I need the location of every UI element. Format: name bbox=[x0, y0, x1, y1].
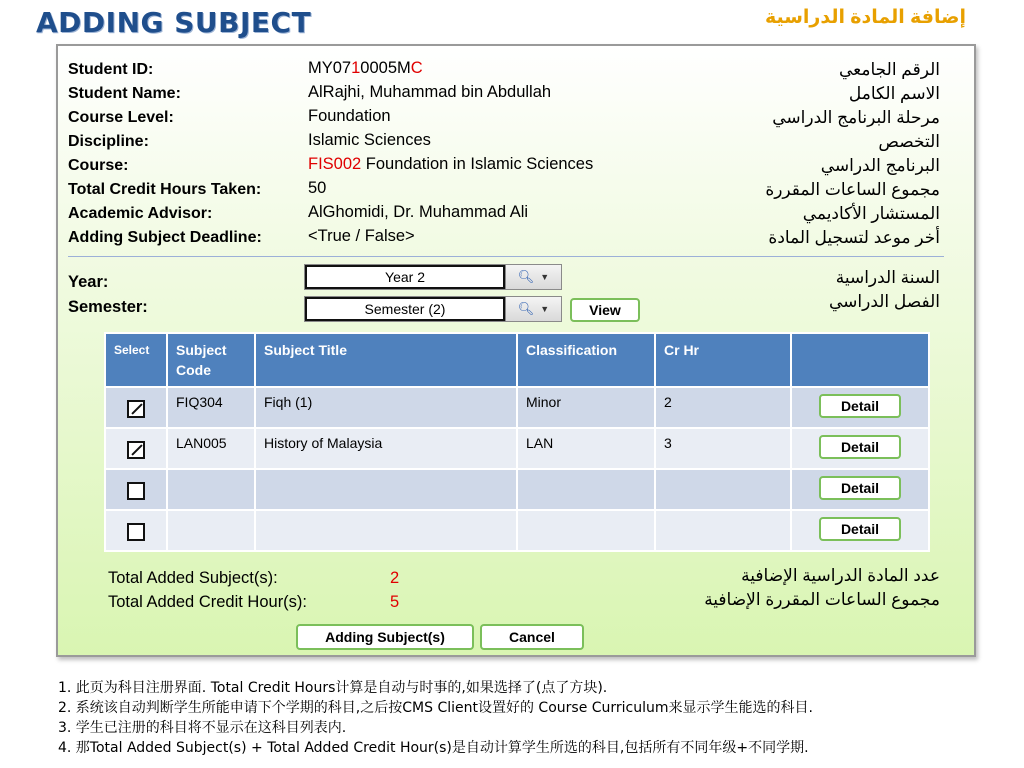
subject-title: History of Malaysia bbox=[255, 428, 517, 469]
action-cell bbox=[791, 510, 929, 551]
header-select: Select bbox=[105, 333, 167, 387]
label-course-level: Course Level: bbox=[68, 109, 174, 126]
label-discipline: Discipline: bbox=[68, 133, 149, 150]
label-year: Year: bbox=[68, 273, 109, 291]
subject-title bbox=[255, 469, 517, 510]
subject-code: FIQ304 bbox=[167, 387, 255, 428]
chevron-down-icon[interactable]: ▼ bbox=[540, 272, 550, 282]
subject-code bbox=[167, 469, 255, 510]
detail-button[interactable]: Detail bbox=[819, 435, 901, 459]
classification bbox=[517, 469, 655, 510]
ar-student-id: الرقم الجامعي bbox=[839, 60, 940, 79]
subjects-table bbox=[104, 332, 930, 552]
label-total-added-subjects: Total Added Subject(s): bbox=[108, 569, 278, 587]
classification bbox=[517, 510, 655, 551]
cancel-button[interactable]: Cancel bbox=[480, 624, 584, 650]
cr-hr bbox=[655, 510, 791, 551]
header-classification: Classification bbox=[517, 333, 655, 387]
ar-year: السنة الدراسية bbox=[835, 268, 940, 287]
select-checkbox[interactable] bbox=[127, 400, 145, 418]
year-semester-labels bbox=[68, 270, 148, 320]
cr-hr: 3 bbox=[655, 428, 791, 469]
ar-deadline: أخر موعد لتسجيل المادة bbox=[768, 228, 940, 247]
header-subject-title: Subject Title bbox=[255, 333, 517, 387]
detail-button[interactable]: Detail bbox=[819, 476, 901, 500]
value-total-added-hours: 5 bbox=[390, 593, 400, 611]
note-item: 4. 那Total Added Subject(s) + Total Added Credit Hour(s)是自动计算学生所选的科目,包括所有不同年级+不同学期. bbox=[58, 740, 809, 756]
note-item: 2. 系统该自动判断学生所能申请下个学期的科目,之后按CMS Client设置好的 Course Curriculum来显示学生能选的科目. bbox=[58, 700, 813, 716]
action-cell bbox=[791, 428, 929, 469]
label-semester: Semester: bbox=[68, 298, 148, 316]
semester-select[interactable] bbox=[304, 296, 562, 322]
info-labels-arabic bbox=[765, 58, 940, 250]
info-values bbox=[308, 56, 593, 248]
ar-student-name: الاسم الكامل bbox=[848, 84, 940, 103]
label-student-id: Student ID: bbox=[68, 61, 154, 78]
ar-total-added-hours: مجموع الساعات المقررة الإضافية bbox=[704, 590, 940, 609]
table-row bbox=[105, 510, 929, 551]
value-student-id bbox=[308, 56, 593, 80]
ar-course-level: مرحلة البرنامج الدراسي bbox=[772, 108, 940, 127]
value-course bbox=[308, 152, 593, 176]
classification: LAN bbox=[517, 428, 655, 469]
student-id-part: C bbox=[410, 59, 423, 77]
search-icon[interactable]: 🔍︎ bbox=[517, 269, 535, 284]
table-row bbox=[105, 428, 929, 469]
note-item: 3. 学生已注册的科目将不显示在这科目列表内. bbox=[58, 720, 347, 736]
semester-select-value[interactable]: Semester (2) bbox=[305, 297, 505, 321]
year-select[interactable] bbox=[304, 264, 562, 290]
value-discipline: Islamic Sciences bbox=[308, 131, 431, 149]
value-student-name: AlRajhi, Muhammad bin Abdullah bbox=[308, 83, 552, 101]
select-checkbox[interactable] bbox=[127, 441, 145, 459]
course-code: FIS002 bbox=[308, 155, 362, 173]
action-cell bbox=[791, 387, 929, 428]
course-name: Foundation in Islamic Sciences bbox=[361, 155, 594, 173]
totals-values bbox=[390, 566, 399, 614]
header-cr-hr: Cr Hr bbox=[655, 333, 791, 387]
value-total-credit-hours: 50 bbox=[308, 179, 327, 197]
label-total-added-hours: Total Added Credit Hour(s): bbox=[108, 593, 308, 611]
cr-hr: 2 bbox=[655, 387, 791, 428]
year-select-value[interactable]: Year 2 bbox=[305, 265, 505, 289]
year-select-buttons[interactable] bbox=[505, 265, 561, 289]
label-student-name: Student Name: bbox=[68, 85, 181, 102]
select-cell bbox=[105, 469, 167, 510]
value-course-level: Foundation bbox=[308, 107, 391, 125]
select-checkbox[interactable] bbox=[127, 482, 145, 500]
value-deadline: <True / False> bbox=[308, 227, 415, 245]
subject-title bbox=[255, 510, 517, 551]
subject-code bbox=[167, 510, 255, 551]
subject-panel bbox=[56, 44, 976, 657]
ar-course: البرنامج الدراسي bbox=[820, 156, 940, 175]
page-title-arabic: إضافة المادة الدراسية bbox=[764, 7, 966, 28]
note-item: 1. 此页为科目注册界面. Total Credit Hours计算是自动与时事的,如果选择了(点了方块). bbox=[58, 680, 608, 696]
label-academic-advisor: Academic Advisor: bbox=[68, 205, 213, 222]
cr-hr bbox=[655, 469, 791, 510]
detail-button[interactable]: Detail bbox=[819, 517, 901, 541]
header-action bbox=[791, 333, 929, 387]
view-button[interactable]: View bbox=[570, 298, 640, 322]
value-academic-advisor: AlGhomidi, Dr. Muhammad Ali bbox=[308, 203, 529, 221]
label-total-credit-hours: Total Credit Hours Taken: bbox=[68, 181, 262, 198]
label-deadline: Adding Subject Deadline: bbox=[68, 229, 262, 246]
action-cell bbox=[791, 469, 929, 510]
classification: Minor bbox=[517, 387, 655, 428]
add-subjects-button[interactable]: Adding Subject(s) bbox=[296, 624, 474, 650]
ar-semester: الفصل الدراسي bbox=[828, 292, 940, 311]
table-row bbox=[105, 469, 929, 510]
student-id-part: 0005M bbox=[360, 59, 411, 77]
semester-select-buttons[interactable] bbox=[505, 297, 561, 321]
page-title: ADDING SUBJECT bbox=[36, 6, 312, 39]
select-cell bbox=[105, 387, 167, 428]
table-header-row bbox=[105, 333, 929, 387]
select-cell bbox=[105, 510, 167, 551]
notes bbox=[58, 678, 813, 758]
student-id-part: 1 bbox=[351, 59, 361, 77]
totals-labels-arabic bbox=[704, 564, 940, 612]
table-row bbox=[105, 387, 929, 428]
value-total-added-subjects: 2 bbox=[390, 569, 400, 587]
divider bbox=[68, 256, 944, 257]
select-cell bbox=[105, 428, 167, 469]
label-course: Course: bbox=[68, 157, 129, 174]
detail-button[interactable]: Detail bbox=[819, 394, 901, 418]
header-subject-code: Subject Code bbox=[167, 333, 255, 387]
select-checkbox[interactable] bbox=[127, 523, 145, 541]
student-id-part: MY07 bbox=[308, 59, 352, 77]
info-labels bbox=[68, 58, 262, 250]
ar-total-added-subjects: عدد المادة الدراسية الإضافية bbox=[741, 566, 940, 585]
subject-code: LAN005 bbox=[167, 428, 255, 469]
ar-total-credit-hours: مجموع الساعات المقررة bbox=[765, 180, 940, 199]
totals-labels bbox=[108, 566, 307, 614]
subject-title: Fiqh (1) bbox=[255, 387, 517, 428]
chevron-down-icon[interactable]: ▼ bbox=[540, 304, 550, 314]
ar-academic-advisor: المستشار الأكاديمي bbox=[802, 204, 940, 223]
year-semester-labels-arabic bbox=[829, 266, 940, 314]
search-icon[interactable]: 🔍︎ bbox=[517, 301, 535, 316]
ar-discipline: التخصص bbox=[878, 132, 940, 151]
